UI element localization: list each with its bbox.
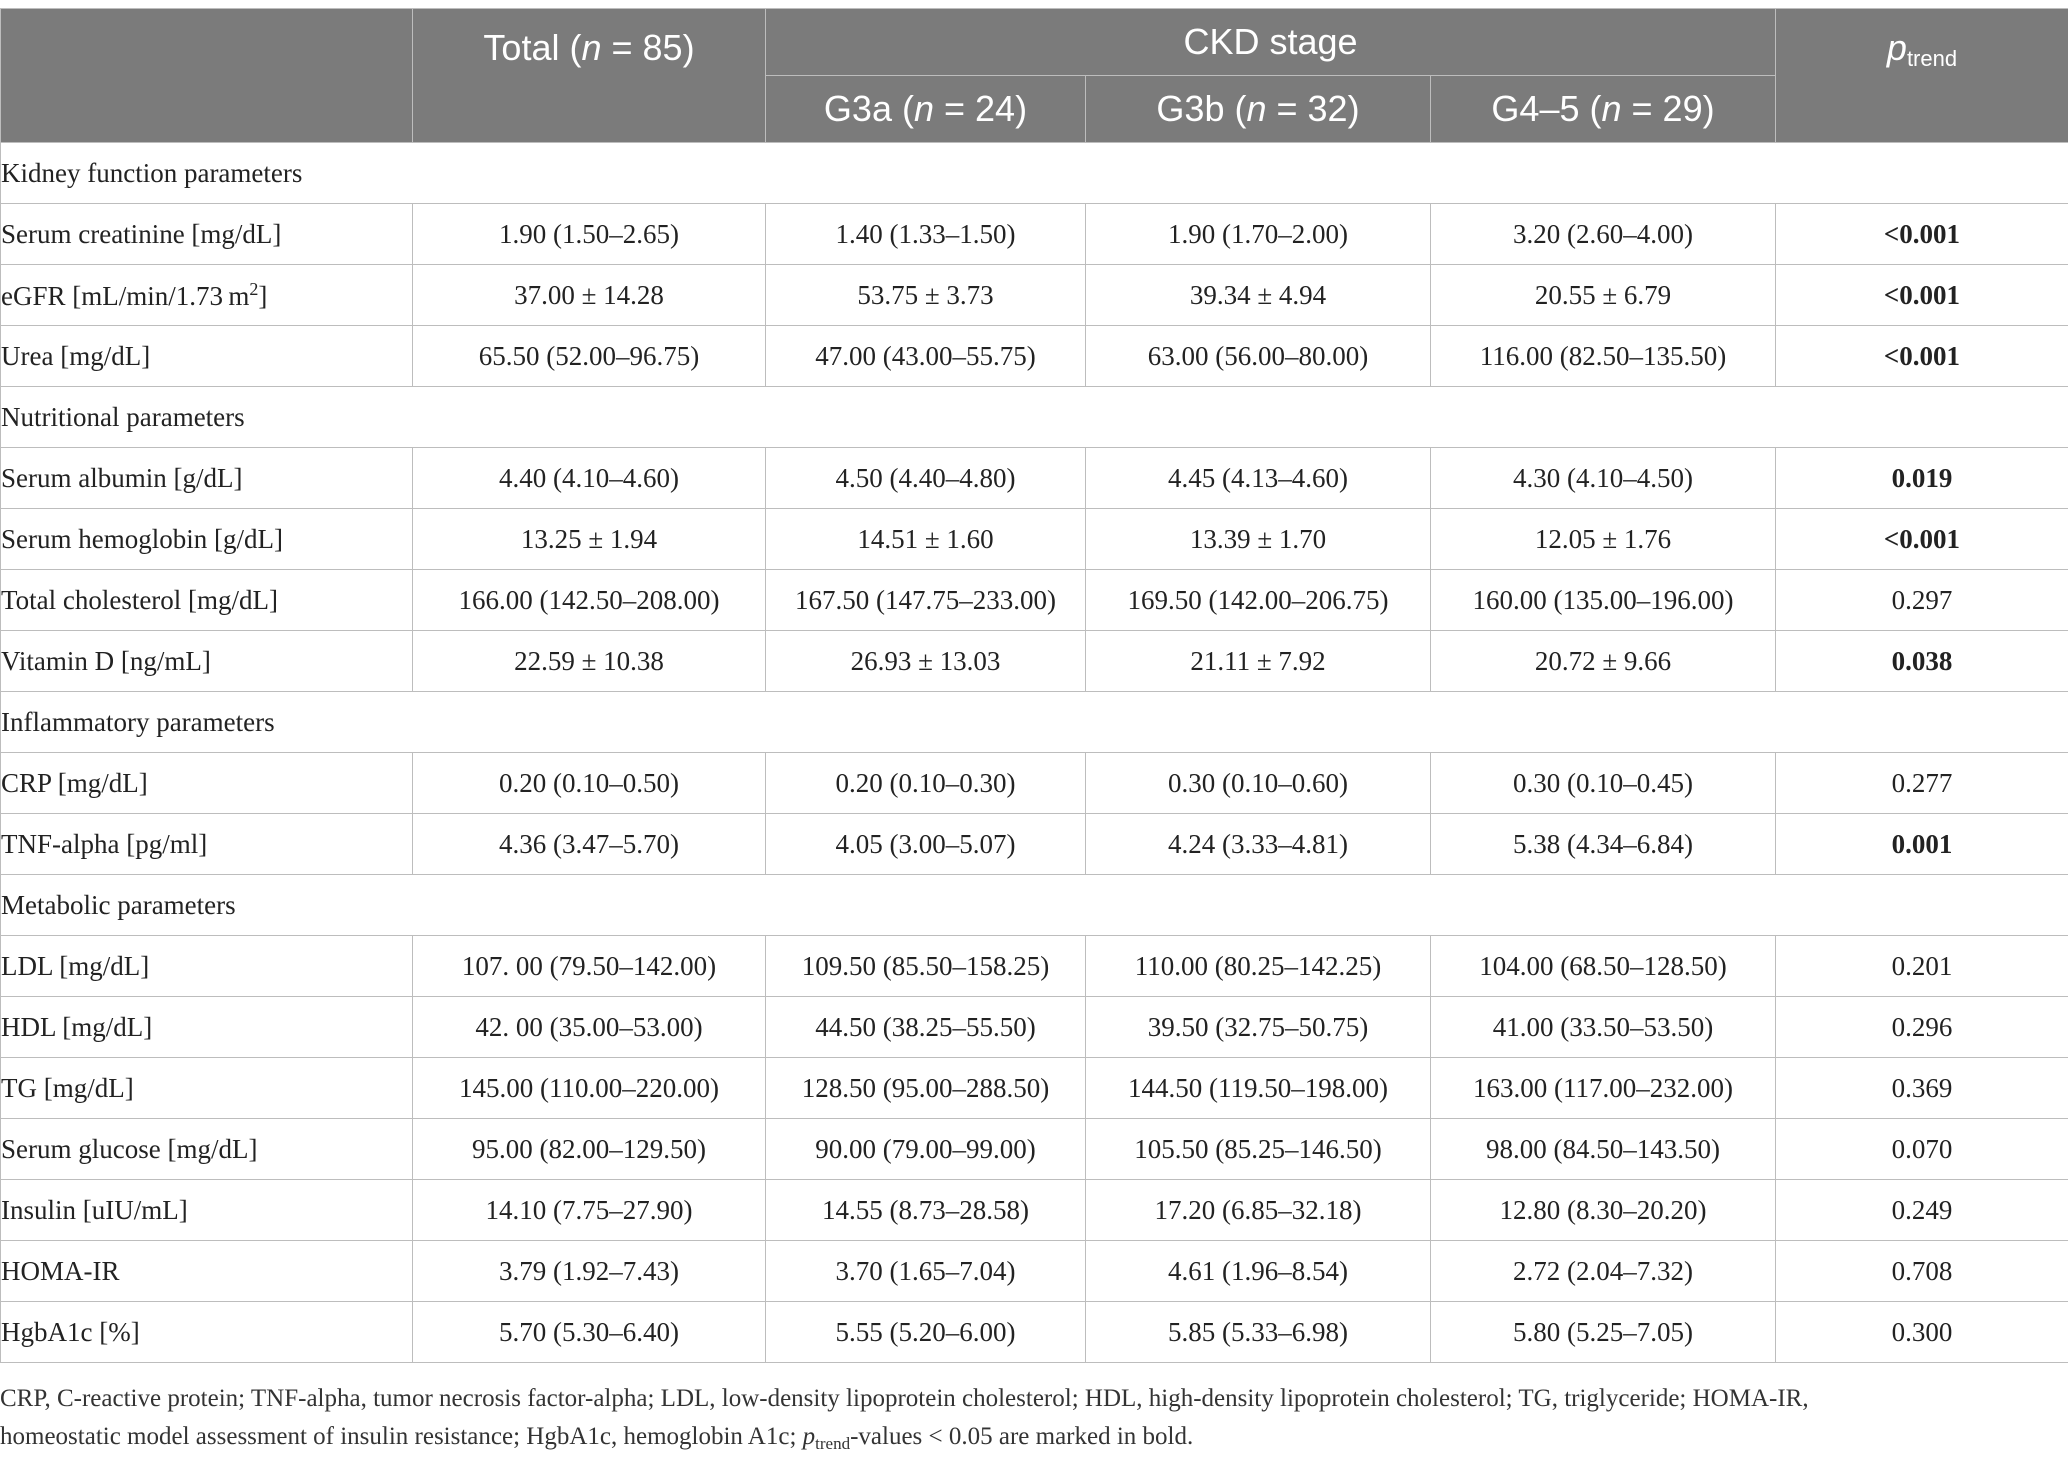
section-row [1,387,2068,448]
cell-total: 166.00 (142.50–208.00) [413,570,766,631]
section-row [1,143,2068,204]
cell-total: 5.70 (5.30–6.40) [413,1302,766,1363]
table-row [1,1058,2068,1119]
cell-p-trend: <0.001 [1776,265,2068,326]
table-row [1,1241,2068,1302]
cell-total: 4.40 (4.10–4.60) [413,448,766,509]
table-row [1,814,2068,875]
cell-g4-5: 5.38 (4.34–6.84) [1431,814,1776,875]
row-label: eGFR [mL/min/1.73 $m^2$] [1,265,413,326]
cell-g3a: 0.20 (0.10–0.30) [766,753,1086,814]
cell-p-trend: 0.201 [1776,936,2068,997]
table-body [1,143,2068,1363]
cell-g3a: 53.75 ± 3.73 [766,265,1086,326]
cell-g3b: 4.24 (3.33–4.81) [1086,814,1431,875]
cell-g3b: 169.50 (142.00–206.75) [1086,570,1431,631]
footnote-line-1: CRP, C-reactive protein; TNF-alpha, tumor necrosis factor-alpha; LDL, low-density lipoprotein cholesterol; HDL, high-density lipoprotein cholesterol; TG, triglyceride; HOMA-IR, [0,1385,1809,1412]
cell-g4-5: 0.30 (0.10–0.45) [1431,753,1776,814]
cell-g3b: 110.00 (80.25–142.25) [1086,936,1431,997]
cell-p-trend: 0.300 [1776,1302,2068,1363]
row-label: HDL [mg/dL] [1,997,413,1058]
section-row [1,692,2068,753]
cell-total: 22.59 ± 10.38 [413,631,766,692]
cell-g3a: 47.00 (43.00–55.75) [766,326,1086,387]
row-label: TG [mg/dL] [1,1058,413,1119]
cell-p-trend: 0.708 [1776,1241,2068,1302]
cell-g3a: 109.50 (85.50–158.25) [766,936,1086,997]
cell-g3a: 90.00 (79.00–99.00) [766,1119,1086,1180]
section-title: Nutritional parameters [1,387,2068,448]
cell-g3b: 4.61 (1.96–8.54) [1086,1241,1431,1302]
table-row [1,326,2068,387]
header-row-1 [1,9,2068,76]
cell-total: 4.36 (3.47–5.70) [413,814,766,875]
row-label: CRP [mg/dL] [1,753,413,814]
cell-total: 13.25 ± 1.94 [413,509,766,570]
row-label: Total cholesterol [mg/dL] [1,570,413,631]
cell-g4-5: 3.20 (2.60–4.00) [1431,204,1776,265]
cell-g3a: 4.05 (3.00–5.07) [766,814,1086,875]
cell-total: 65.50 (52.00–96.75) [413,326,766,387]
table-container [0,8,2068,1363]
cell-p-trend: <0.001 [1776,204,2068,265]
footnote-line-2: homeostatic model assessment of insulin resistance; HgbA1c, hemoglobin A1c; $p_{trend}$-values < 0.05 are marked in bold. [0,1423,1194,1453]
table-row [1,1180,2068,1241]
cell-g3a: 128.50 (95.00–288.50) [766,1058,1086,1119]
table-row [1,509,2068,570]
cell-p-trend: 0.038 [1776,631,2068,692]
cell-total: 0.20 (0.10–0.50) [413,753,766,814]
cell-g4-5: 163.00 (117.00–232.00) [1431,1058,1776,1119]
table-row [1,997,2068,1058]
row-label: Vitamin D [ng/mL] [1,631,413,692]
cell-g3b: 21.11 ± 7.92 [1086,631,1431,692]
cell-g4-5: 4.30 (4.10–4.50) [1431,448,1776,509]
cell-total: 107. 00 (79.50–142.00) [413,936,766,997]
table-row [1,448,2068,509]
table-row [1,1119,2068,1180]
cell-g3b: 39.50 (32.75–50.75) [1086,997,1431,1058]
cell-total: 37.00 ± 14.28 [413,265,766,326]
cell-g4-5: 160.00 (135.00–196.00) [1431,570,1776,631]
table-row [1,1302,2068,1363]
section-title: Kidney function parameters [1,143,2068,204]
header-g3a: G3a (n = 24) [766,76,1086,143]
cell-g3b: 17.20 (6.85–32.18) [1086,1180,1431,1241]
table-row [1,631,2068,692]
cell-total: 95.00 (82.00–129.50) [413,1119,766,1180]
row-label: Urea [mg/dL] [1,326,413,387]
table-row [1,570,2068,631]
cell-total: 3.79 (1.92–7.43) [413,1241,766,1302]
cell-g3b: 105.50 (85.25–146.50) [1086,1119,1431,1180]
row-label: Serum hemoglobin [g/dL] [1,509,413,570]
header-p-trend: $p_{trend}$ [1776,9,2068,143]
cell-g3a: 4.50 (4.40–4.80) [766,448,1086,509]
cell-g4-5: 41.00 (33.50–53.50) [1431,997,1776,1058]
cell-g3a: 14.51 ± 1.60 [766,509,1086,570]
table-footnote [0,1380,2068,1463]
cell-p-trend: 0.019 [1776,448,2068,509]
cell-g3b: 13.39 ± 1.70 [1086,509,1431,570]
header-g4-5: G4–5 (n = 29) [1431,76,1776,143]
header-blank [1,9,413,143]
cell-p-trend: <0.001 [1776,326,2068,387]
cell-g4-5: 2.72 (2.04–7.32) [1431,1241,1776,1302]
cell-p-trend: 0.369 [1776,1058,2068,1119]
cell-g3b: 144.50 (119.50–198.00) [1086,1058,1431,1119]
section-title: Metabolic parameters [1,875,2068,936]
row-label: Serum albumin [g/dL] [1,448,413,509]
header-total: Total (n = 85) [413,9,766,143]
cell-p-trend: 0.001 [1776,814,2068,875]
cell-g3a: 26.93 ± 13.03 [766,631,1086,692]
cell-g4-5: 12.80 (8.30–20.20) [1431,1180,1776,1241]
cell-g3a: 167.50 (147.75–233.00) [766,570,1086,631]
row-label: Serum creatinine [mg/dL] [1,204,413,265]
cell-g3a: 1.40 (1.33–1.50) [766,204,1086,265]
cell-g3a: 14.55 (8.73–28.58) [766,1180,1086,1241]
table-row [1,265,2068,326]
row-label: LDL [mg/dL] [1,936,413,997]
section-row [1,875,2068,936]
row-label: HgbA1c [%] [1,1302,413,1363]
cell-g4-5: 12.05 ± 1.76 [1431,509,1776,570]
table-row [1,936,2068,997]
cell-p-trend: 0.296 [1776,997,2068,1058]
cell-g4-5: 104.00 (68.50–128.50) [1431,936,1776,997]
cell-g4-5: 20.72 ± 9.66 [1431,631,1776,692]
cell-p-trend: 0.070 [1776,1119,2068,1180]
table-row [1,753,2068,814]
table-header [1,9,2068,143]
data-table [0,8,2068,1363]
cell-g3b: 0.30 (0.10–0.60) [1086,753,1431,814]
cell-g4-5: 5.80 (5.25–7.05) [1431,1302,1776,1363]
cell-total: 42. 00 (35.00–53.00) [413,997,766,1058]
cell-total: 145.00 (110.00–220.00) [413,1058,766,1119]
cell-g3b: 1.90 (1.70–2.00) [1086,204,1431,265]
cell-g4-5: 98.00 (84.50–143.50) [1431,1119,1776,1180]
cell-g3b: 4.45 (4.13–4.60) [1086,448,1431,509]
table-row [1,204,2068,265]
cell-g4-5: 116.00 (82.50–135.50) [1431,326,1776,387]
cell-total: 14.10 (7.75–27.90) [413,1180,766,1241]
header-ckd-stage: CKD stage [766,9,1776,76]
cell-g3b: 39.34 ± 4.94 [1086,265,1431,326]
cell-g4-5: 20.55 ± 6.79 [1431,265,1776,326]
row-label: Serum glucose [mg/dL] [1,1119,413,1180]
cell-p-trend: 0.277 [1776,753,2068,814]
cell-g3a: 3.70 (1.65–7.04) [766,1241,1086,1302]
cell-g3b: 63.00 (56.00–80.00) [1086,326,1431,387]
cell-g3b: 5.85 (5.33–6.98) [1086,1302,1431,1363]
cell-p-trend: 0.297 [1776,570,2068,631]
row-label: HOMA-IR [1,1241,413,1302]
row-label: Insulin [uIU/mL] [1,1180,413,1241]
cell-p-trend: 0.249 [1776,1180,2068,1241]
cell-g3a: 44.50 (38.25–55.50) [766,997,1086,1058]
header-g3b: G3b (n = 32) [1086,76,1431,143]
section-title: Inflammatory parameters [1,692,2068,753]
cell-g3a: 5.55 (5.20–6.00) [766,1302,1086,1363]
cell-total: 1.90 (1.50–2.65) [413,204,766,265]
cell-p-trend: <0.001 [1776,509,2068,570]
row-label: TNF-alpha [pg/ml] [1,814,413,875]
